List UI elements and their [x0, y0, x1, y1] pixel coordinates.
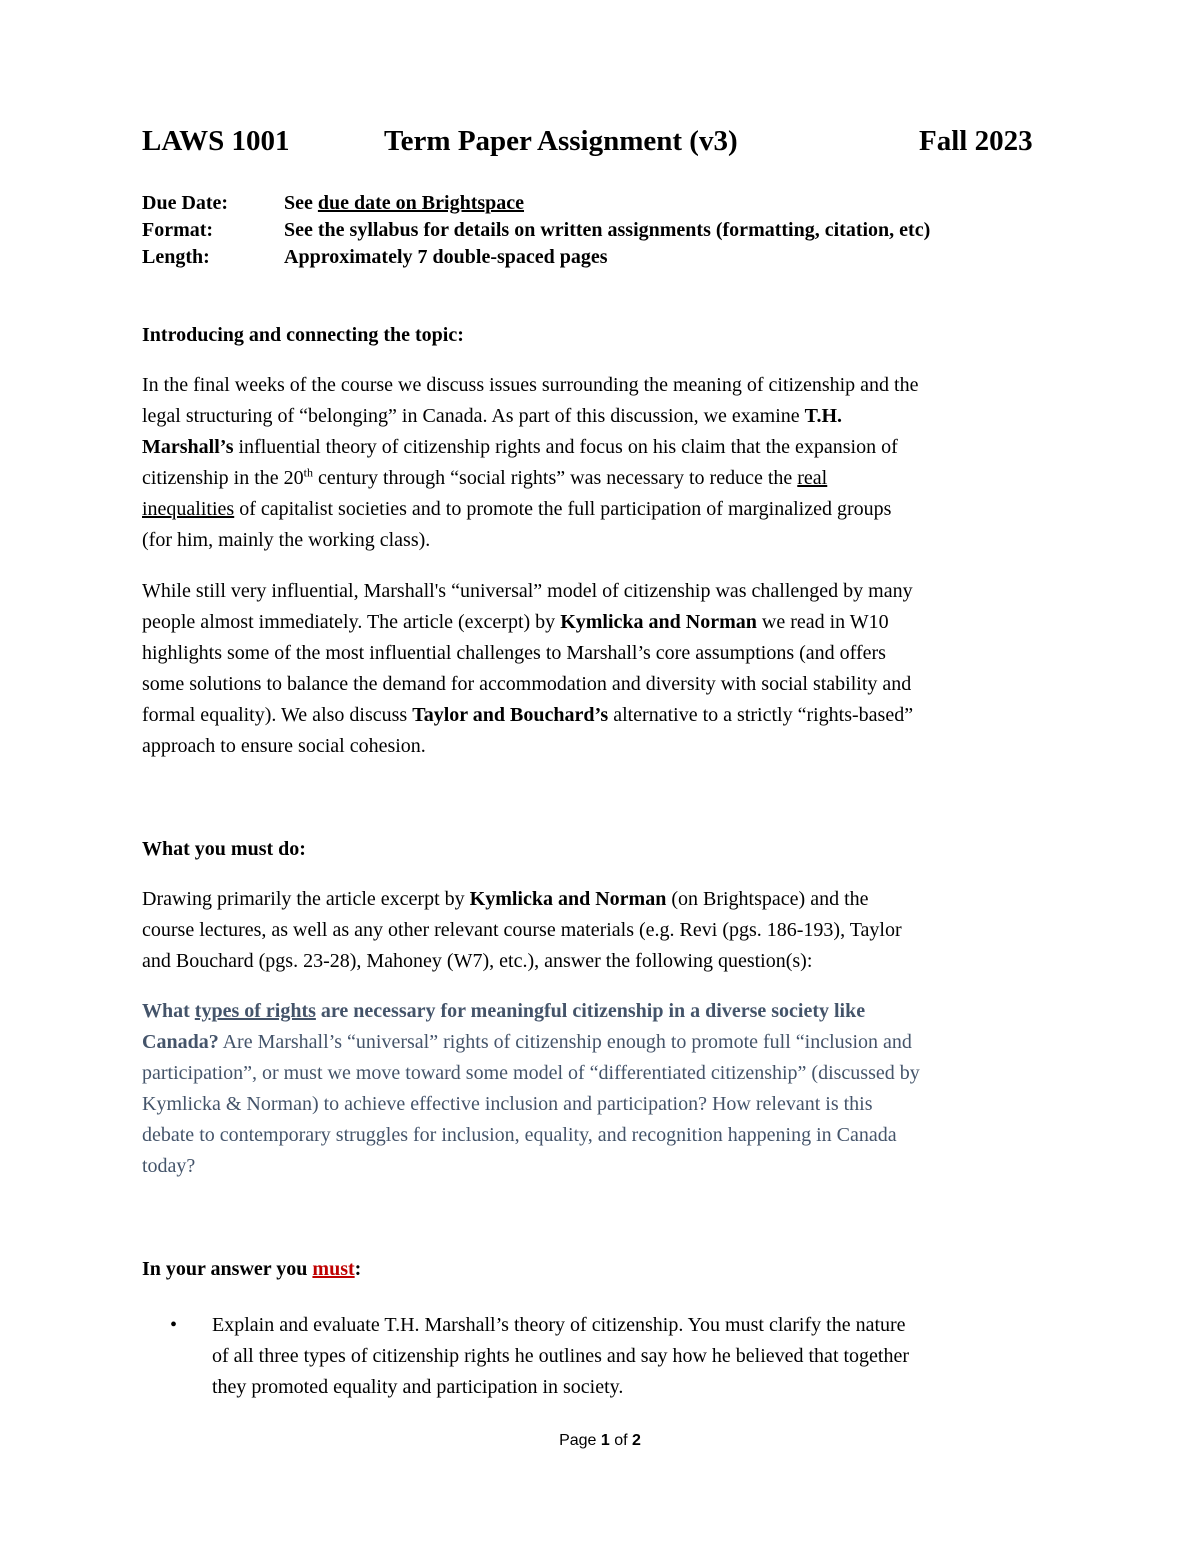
emphasis-author: Marshall’s: [142, 436, 234, 458]
task-heading: What you must do:: [142, 838, 306, 860]
text-line: [142, 1027, 1072, 1058]
course-code: LAWS 1001: [142, 125, 290, 157]
question-bold: are necessary for meaningful citizenship in a diverse society like: [315, 1000, 866, 1022]
text-run: influential theory of citizenship rights and focus on his claim that the expansion of: [233, 436, 898, 458]
text-line: course lectures, as well as any other relevant course materials (e.g. Revi (pgs. 186-193), Taylor: [142, 919, 902, 941]
text-line: approach to ensure social cohesion.: [142, 735, 426, 757]
text-line: (for him, mainly the working class).: [142, 529, 431, 551]
text-run: Are Marshall’s “universal” rights of citizenship enough to promote full “inclusion and: [218, 1031, 912, 1053]
due-date-link[interactable]: due date on Brightspace: [317, 192, 525, 214]
text-line: [142, 996, 1072, 1027]
text-line: [142, 700, 1072, 731]
text-run: legal structuring of “belonging” in Canada. As part of this discussion, we examine: [142, 405, 805, 427]
text-run: of capitalist societies and to promote the full participation of marginalized groups: [234, 498, 892, 520]
text-line: [142, 432, 1072, 463]
text-line: [142, 401, 1072, 432]
text-run: formal equality). We also discuss: [142, 704, 413, 726]
intro-paragraph-2: [142, 576, 1072, 762]
term-label: Fall 2023: [919, 125, 1033, 157]
requirements-heading: [142, 1258, 361, 1281]
text-line: participation”, or must we move toward some model of “differentiated citizenship” (discussed by: [142, 1062, 920, 1084]
text-line: of all three types of citizenship rights he outlines and say how he believed that together: [212, 1345, 910, 1367]
text-line: they promoted equality and participation in society.: [212, 1376, 624, 1398]
bullet-text: [212, 1310, 909, 1403]
page-number: 1: [600, 1432, 610, 1449]
text-line: In the final weeks of the course we discuss issues surrounding the meaning of citizenship and the: [142, 374, 919, 396]
superscript: th: [303, 465, 313, 480]
must-emphasis: must: [312, 1258, 355, 1280]
text-run: citizenship in the 20: [142, 467, 304, 489]
page-total: 2: [632, 1432, 641, 1449]
question-underlined: types of rights: [194, 1000, 316, 1022]
text-line: and Bouchard (pgs. 23-28), Mahoney (W7), etc.), answer the following question(s):: [142, 950, 813, 972]
format-value: See the syllabus for details on written assignments (formatting, citation, etc): [284, 219, 931, 241]
text-run: century through “social rights” was necessary to reduce the: [312, 467, 798, 489]
question-bold: What: [142, 1000, 195, 1022]
length-label: Length:: [142, 246, 210, 268]
document-title-row: [142, 125, 1042, 165]
text-run: we read in W10: [756, 611, 889, 633]
document-title: Term Paper Assignment (v3): [384, 125, 738, 157]
text-line: [142, 463, 1072, 494]
emphasis-author: Taylor and Bouchard’s: [412, 704, 609, 726]
text-run: :: [354, 1258, 362, 1280]
underlined-term: real: [797, 467, 828, 489]
text-line: today?: [142, 1155, 196, 1177]
text-line: [142, 607, 1072, 638]
length-value: Approximately 7 double-spaced pages: [284, 246, 608, 268]
emphasis-author: Kymlicka and Norman: [469, 888, 667, 910]
text-line: Kymlicka & Norman) to achieve effective inclusion and participation? How relevant is this: [142, 1093, 873, 1115]
text-line: [142, 494, 1072, 525]
intro-paragraph-1: [142, 370, 1072, 556]
text-run: In your answer you: [142, 1258, 313, 1280]
intro-heading: Introducing and connecting the topic:: [142, 324, 464, 346]
due-date-label: Due Date:: [142, 192, 229, 214]
text-line: some solutions to balance the demand for accommodation and diversity with social stability and: [142, 673, 912, 695]
text-line: debate to contemporary struggles for inclusion, equality, and recognition happening in Canada: [142, 1124, 897, 1146]
format-label: Format:: [142, 219, 214, 241]
due-date-prefix: See: [284, 192, 318, 214]
bullet-icon: •: [170, 1314, 178, 1336]
text-line: While still very influential, Marshall's “universal” model of citizenship was challenged by many: [142, 580, 913, 602]
emphasis-author: T.H.: [804, 405, 843, 427]
question-bold: Canada?: [142, 1031, 219, 1053]
text-line: highlights some of the most influential challenges to Marshall’s core assumptions (and offers: [142, 642, 886, 664]
text-run: people almost immediately. The article (excerpt) by: [142, 611, 561, 633]
page-of: of: [609, 1432, 633, 1449]
due-date-value: [284, 192, 524, 215]
emphasis-author: Kymlicka and Norman: [560, 611, 757, 633]
assignment-question: [142, 996, 1072, 1182]
text-run: Drawing primarily the article excerpt by: [142, 888, 470, 910]
text-run: (on Brightspace) and the: [666, 888, 869, 910]
page-prefix: Page: [559, 1432, 601, 1449]
text-run: alternative to a strictly “rights-based”: [608, 704, 914, 726]
text-line: [142, 884, 1072, 915]
task-paragraph: [142, 884, 1072, 977]
text-line: Explain and evaluate T.H. Marshall’s theory of citizenship. You must clarify the nature: [212, 1314, 906, 1336]
page-footer: [0, 1432, 1200, 1450]
underlined-term: inequalities: [142, 498, 235, 520]
